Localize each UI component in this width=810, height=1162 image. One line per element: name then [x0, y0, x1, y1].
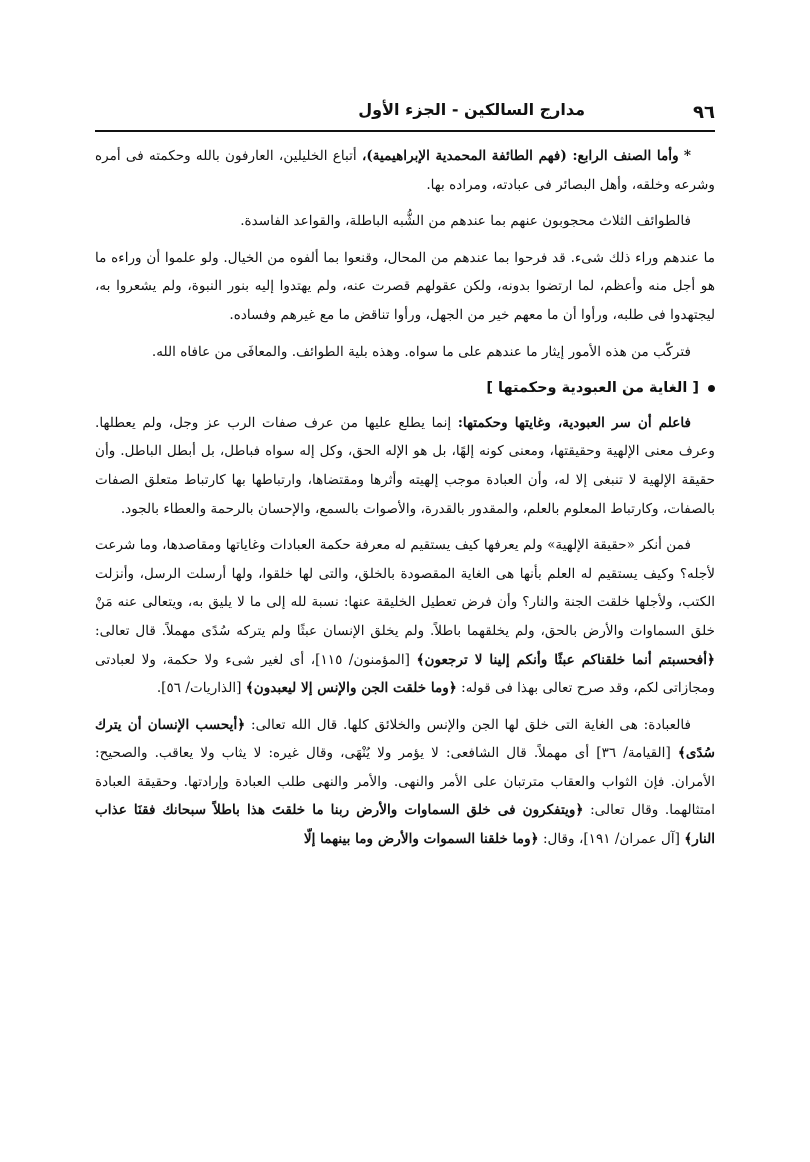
paragraph-text: أتباع الخليلين، العارفون بالله وحكمته فى أمره وشرعه وخلقه، وأهل البصائر فى عبادته، ومراده بها.: [95, 148, 715, 193]
paragraph-three-groups: فالطوائف الثلاث محجوبون عنهم بما عندهم من الشُّبه الباطلة، والقواعد الفاسدة.: [240, 213, 691, 230]
paragraph-bold-lead: وأما الصنف الرابع: (فهم الطائفة المحمدية الإبراهيمية)،: [361, 148, 679, 164]
paragraph-fourth-group: [95, 142, 715, 199]
page-header: [95, 100, 715, 132]
paragraph-bold-lead: فاعلم أن سر العبودية، وغايتها وحكمتها:: [457, 414, 691, 431]
quran-verse: ﴿ويتفكرون فى خلق السماوات والأرض ربنا ما خلقتَ هذا باطلاً سبحانك فقنَا عذاب النار﴾: [95, 802, 715, 848]
paragraph-worship-goal: [95, 711, 715, 854]
header-rule: [95, 130, 715, 132]
paragraph-text: فمن أنكر «حقيقة الإلهية» ولم يعرفها كيف يستقيم له معرفة حكمة العبادات وغاياتها ومقاصدها، وما شرعت لأجله؟ وكيف يستقيم له العلم بأنها هى الغاية المقصودة بالخلق، والتى لها خلقوا، ولها أرسلت الرسل، وأنزلت الكتب، ولأجلها خلقت الجنة والنار؟ وأن فرض تعطيل الخليقة عنها: نسبة لله إلى ما لا يليق به، ويتعالى عنه مَنْ خلق السماوات والأرض بالحق، ولم يخلقهما باطلاً. ولم يخلق الإنسان عبثًا ولم يتركه سُدًى مهملاً. قال تعالى:: [95, 537, 715, 639]
paragraph-secret-of-worship: [95, 409, 715, 523]
quran-verse: ﴿أيحسب الإنسان أن يترك سُدًى﴾: [95, 716, 715, 762]
paragraph-text: إنما يطلع عليها من عرف صفات الرب عز وجل، ولم يعطلها. وعرف معنى الإلهية وحقيقتها، ومعنى كونه إلهًا، بل هو الإله الحق، وكل إله سواه فباطل، بل أبطل الباطل. وأن حقيقة الإلهية لا تنبغى إلا له، وأن العبادة موجب إلهيته وأثرها ومقتضاها، وارتباطها بها كارتباط متعلق الصفات بالصفات، وكارتباط المعلوم بالعلم، والمقدور بالقدرة، والأصوات بالسمع، والإحسان بالرحمة والعطاء بالجود.: [95, 414, 715, 517]
verse-reference: [آل عمران/ ١٩١]،: [578, 831, 680, 848]
paragraph-text: وقال:: [542, 831, 575, 848]
quran-verse: ﴿وما خلقت الجن والإنس إلا ليعبدون﴾: [245, 680, 457, 697]
paragraph-composition: فتركّب من هذه الأمور إيثار ما عندهم على ما سواه. وهذه بلية الطوائف. والمعافَى من عافاه الله.: [151, 343, 691, 360]
paragraph-text: أى مهملاً. قال الشافعى: لا يؤمر ولا يُنْهَى، وقال غيره: لا يثاب ولا يعاقب. والصحيح: الأمران. فإن الثواب والعقاب مترتبان على الأمر والنهى. والأمر والنهى طلب العبادة وإرادتها. وحقيقة العبادة امتثالهما. وقال تعالى:: [95, 745, 716, 819]
running-title: مدارج السالكين - الجزء الأول: [358, 100, 585, 119]
verse-reference: [القيامة/ ٣٦]: [596, 745, 671, 762]
paragraph-text: أى لغير شىء ولا حكمة، ولا لعبادتى ومجازاتى لكم، وقد صرح تعالى بهذا فى قوله:: [95, 651, 715, 697]
paragraph-denial: [95, 531, 715, 703]
quran-verse: ﴿وما خلقنا السموات والأرض وما بينهما إلّا: [303, 831, 539, 848]
paragraph-beyond: ما عندهم وراء ذلك شىء. قد فرحوا بما عندهم من المحال، وقنعوا بما ألفوه من الخيال. ولو علموا أن وراءه ما هو أجل منه وأعظم، لما ارتضوا بدونه، ولكن عقولهم قصرت عنه، ولم يهتدوا إليه بنور النبوة، ولم يشعروا به، ليجتهدوا فى طلبه، ورأوا أن ما معهم خير من الجهل، ورأوا تناقض ما مع غيرهم وفساده.: [95, 249, 715, 323]
section-heading: [95, 374, 715, 403]
page-body: [95, 142, 715, 862]
paragraph-text: فالعبادة: هى الغاية التى خلق لها الجن والإنس والخلائق كلها. قال الله تعالى:: [250, 716, 691, 733]
verse-reference: [المؤمنون/ ١١٥]،: [310, 651, 410, 668]
quran-verse: ﴿أفحسبتم أنما خلقناكم عبثًا وأنكم إلينا لا ترجعون﴾: [416, 651, 716, 668]
page-number: ٩٦: [693, 102, 715, 123]
section-heading-text: [ الغاية من العبودية وحكمتها ]: [486, 380, 699, 397]
star-marker: *: [683, 148, 691, 164]
bullet-icon: [708, 385, 715, 392]
verse-reference: [الذاريات/ ٥٦].: [156, 680, 242, 697]
